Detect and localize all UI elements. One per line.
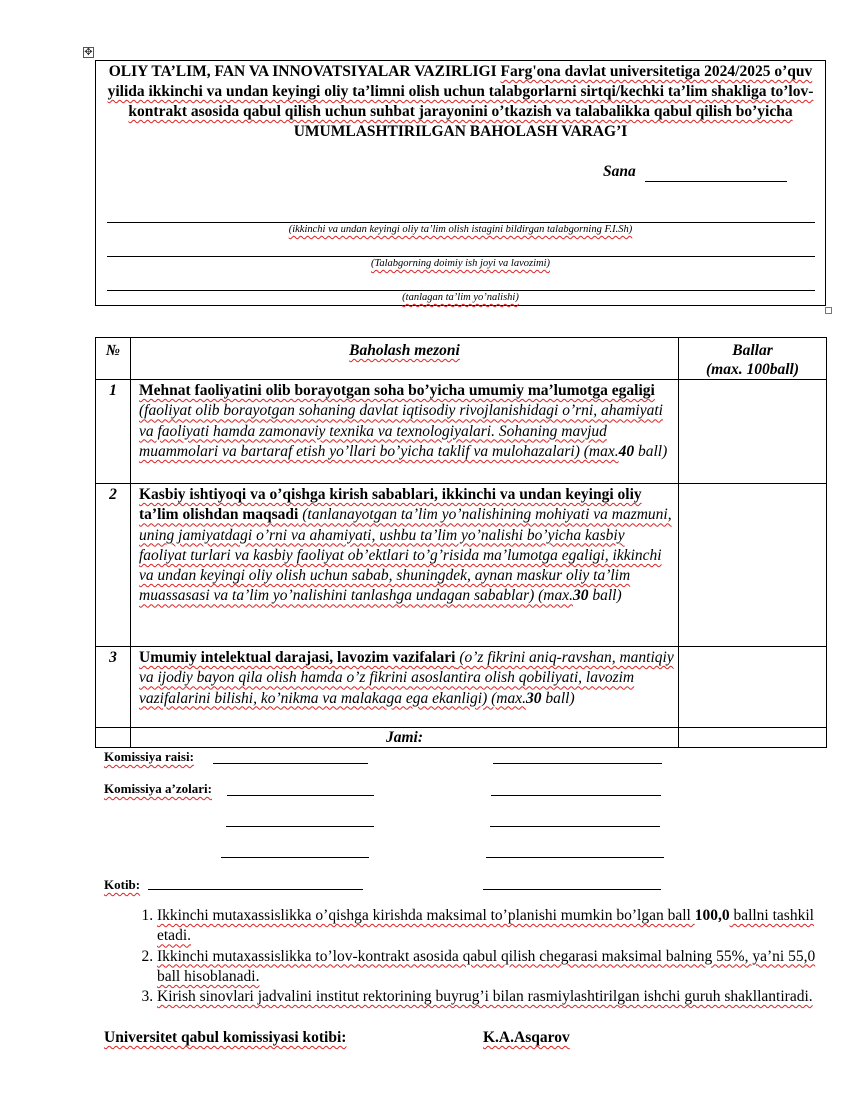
- document-title: [100, 62, 821, 142]
- list-item: 1. Ikkinchi mutaxassislikka o’qishga kirishda maksimal to’planishi mumkin bo’lgan ball 100,0 ballni tashkil etadi.: [157, 906, 820, 947]
- score-input-cell[interactable]: [679, 647, 827, 728]
- title-part-ministry: OLIY TA’LIM, FAN VA INNOVATSIYALAR VAZIRLIGI: [108, 63, 501, 80]
- score-input-cell[interactable]: [679, 484, 827, 647]
- title-part-university: Farg'ona davlat universitetiga 2024/2025 o’quv yilida ikkinchi va undan keyingi oliy ta’limni olish uchun talabgorlarni sirtqi/kechki ta’lim shakliga to’lov-kontrakt asosida qabul qilish uchun suhbat jarayonini o’tkazish va talabalikka qabul qilish bo’yicha: [107, 63, 814, 120]
- criterion-description: (faoliyat olib borayotgan sohaning davlat iqtisodiy rivojlanishidagi o’rni, ahamiyati va faoliyati hamda zamonaviy texnika va texnologiyalari. Sohaning mavjud muammolari va bartaraf etish yo’llari bo’yicha taklif va mulohazalari) (max.: [139, 402, 663, 460]
- secretary-signature-line[interactable]: [148, 889, 363, 890]
- secretary-name-line[interactable]: [483, 889, 661, 890]
- workplace-line[interactable]: [107, 256, 815, 257]
- row-number: 2: [96, 484, 131, 647]
- study-direction-caption: (tanlagan ta’lim yo’nalishi): [402, 292, 519, 303]
- date-input-line[interactable]: [645, 181, 787, 182]
- table-row: [96, 484, 827, 647]
- member-name-line[interactable]: [491, 795, 661, 796]
- criterion-description: (o’z fikrini aniq-ravshan, mantiqiy va ijodiy bayon qila olish hamda o’z fikrini asoslantira olish qobiliyati, lavozim vazifalarini bilishi, ko’nikma va malakaga ega ekanligi) (max.: [139, 649, 674, 707]
- criterion-max: 40: [618, 442, 635, 460]
- criterion-unit: ball): [541, 689, 575, 707]
- score-input-cell[interactable]: [679, 380, 827, 484]
- chair-name-line[interactable]: [493, 763, 662, 764]
- criterion-cell: [131, 380, 679, 484]
- admission-secretary-label: Universitet qabul komissiyasi kotibi:: [104, 1029, 347, 1046]
- table-move-handle-icon[interactable]: ✥: [84, 47, 93, 58]
- date-label: Sana: [603, 163, 636, 180]
- secretary-label: Kotib:: [104, 877, 141, 892]
- total-row: [96, 728, 827, 748]
- criterion-max: 30: [573, 587, 589, 605]
- table-row: [96, 380, 827, 484]
- header-cell-criterion: Baholash mezoni: [131, 338, 679, 380]
- workplace-caption: (Talabgorning doimiy ish joyi va lavozimi): [371, 258, 550, 269]
- table-header-row: [96, 338, 827, 380]
- table-row: [96, 647, 827, 728]
- admission-secretary-name: K.A.Asqarov: [483, 1029, 570, 1046]
- list-item: 3. Kirish sinovlari jadvalini institut rektorining buyrug’i bilan rasmiylashtirilgan ishchi guruh shakllantiradi.: [157, 987, 820, 1007]
- total-label-cell: Jami:: [131, 728, 679, 748]
- list-item: 2. Ikkinchi mutaxassislikka to’lov-kontrakt asosida qabul qilish chegarasi maksimal balning 55%, ya’ni 55,0 ball hisoblanadi.: [157, 947, 820, 988]
- criterion-title: Kasbiy ishtiyoqi va o’qishga kirish sabablari, ikkinchi va undan keyingi oliy ta’lim olishdan maqsadi: [139, 486, 642, 524]
- criteria-table: [95, 337, 827, 748]
- member-signature-line[interactable]: [221, 857, 369, 858]
- criterion-title: Mehnat faoliyatini olib borayotgan soha bo’yicha umumiy ma’lumotga egaligi: [139, 382, 655, 399]
- member-name-line[interactable]: [490, 826, 660, 827]
- criterion-unit: ball): [634, 442, 668, 460]
- member-name-line[interactable]: [486, 857, 664, 858]
- row-number: 1: [96, 380, 131, 484]
- criterion-unit: ball): [588, 587, 622, 605]
- header-cell-score: Ballar (max. 100ball): [679, 338, 827, 380]
- title-part-sheet: UMUMLASHTIRILGAN BAHOLASH VARAG’I: [293, 123, 628, 140]
- notes-list: [130, 906, 820, 1007]
- chair-signature-line[interactable]: [213, 763, 368, 764]
- member-signature-line[interactable]: [226, 826, 374, 827]
- criterion-cell: [131, 484, 679, 647]
- commission-chair-label: Komissiya raisi:: [104, 749, 194, 764]
- commission-members-label: Komissiya a’zolari:: [104, 781, 212, 796]
- criterion-title: Umumiy intelektual darajasi, lavozim vazifalari: [139, 649, 456, 666]
- applicant-name-line[interactable]: [107, 222, 815, 223]
- header-cell-no: №: [96, 338, 131, 380]
- total-score-cell[interactable]: [679, 728, 827, 748]
- study-direction-line[interactable]: [107, 290, 815, 291]
- criterion-max: 30: [526, 689, 542, 707]
- criterion-description: (tanlanayotgan ta’lim yo’nalishining mohiyati va mazmuni, uning jamiyatdagi o’rni va ahamiyati, ushbu ta’lim yo’nalishi bo’yicha kasbiy faoliyat turlari va kasbiy faoliyat ob’ektlari to’g’risida ma’lumotga egaligi, ikkinchi va undan keyingi oliy olish uchun sabab, shuningdek, aynan maskur oliy ta’lim muassasasi va ta’lim yo’nalishini tanlashga undagan sabablar) (max.: [139, 506, 672, 605]
- member-signature-line[interactable]: [227, 795, 374, 796]
- table-resize-handle[interactable]: [825, 307, 832, 314]
- criterion-cell: [131, 647, 679, 728]
- row-number: 3: [96, 647, 131, 728]
- applicant-name-caption: (ikkinchi va undan keyingi oliy ta’lim olish istagini bildirgan talabgorning F.I.Sh): [288, 224, 633, 235]
